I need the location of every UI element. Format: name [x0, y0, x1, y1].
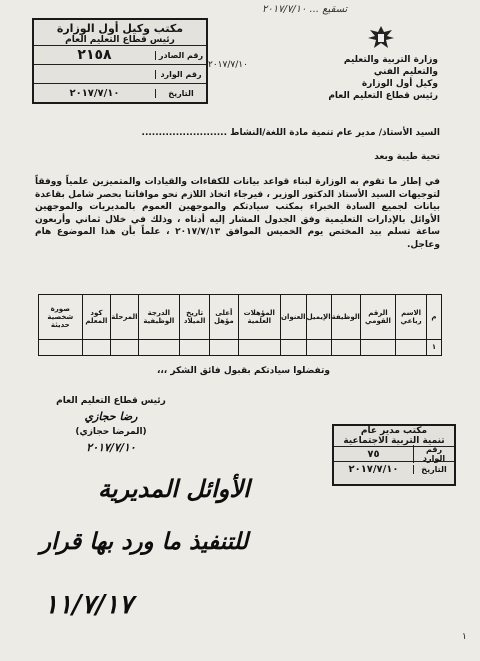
table-cell	[210, 339, 238, 355]
closing-line: وتفضلوا سيادتكم بقبول فائق الشكر ،،،	[156, 366, 330, 376]
table-header-row	[39, 295, 442, 340]
incoming-stamp-subtitle: تنمية التربية الاجتماعية	[343, 436, 445, 446]
ministry-line: وزارة التربية والتعليم	[343, 55, 438, 65]
signature-block	[36, 396, 186, 454]
table-header-cell: أعلى مؤهل	[210, 295, 238, 340]
stamp-row-outgoing	[34, 45, 206, 64]
handwritten-line-3: ١١/٧/١٧	[44, 590, 133, 620]
greeting-line: تحية طيبة وبعد	[374, 152, 440, 162]
ministry-header	[328, 54, 438, 102]
handwritten-line-1: الأوائل المديرية	[98, 474, 250, 503]
table-header-cell: المؤهلات العلمية	[238, 295, 280, 340]
signature-date: ٢٠١٧/٧/١٠	[86, 441, 136, 454]
stamp-title: مكتب وكيل أول الوزارة	[56, 22, 184, 35]
table-header-cell: كود المعلم	[82, 295, 111, 340]
body-paragraph: في إطار ما تقوم به الوزارة لبناء قواعد بيانات للكفاءات والقيادات والمتميزين علمياً ووفقاً لتوجيهات السيد الأستاذ الدكتور الوزير ، فيرجاء اتخاذ اللازم نحو موافاتنا بحصر شامل بقاعدة بيانات لجميع السادة الخبراء بمكتب سيادتكم والموجهين العموم بالمديريات والموجهين الأوائل بالإدارات التعليمية وفق الجدول المشار إليه أدناه ، وذلك في خلال ثماني وأربعون ساعة تسلم بيد المختص يوم الخميس الموافق ٢٠١٧/٧/١٣ ، علماً بأن هذا الموضوع هام وعاجل.	[35, 177, 440, 250]
incoming-stamp-key: التاريخ	[413, 465, 454, 474]
eagle-emblem-icon	[366, 24, 396, 52]
table-cell	[360, 339, 395, 355]
table-cell	[396, 339, 427, 355]
document-date: ٢٠١٧/٧/١٠	[208, 60, 248, 70]
ministry-line: رئيس قطاع التعليم العام	[328, 91, 438, 101]
office-stamp	[32, 18, 208, 104]
incoming-stamp-value: ٢٠١٧/٧/١٠	[348, 463, 399, 475]
table-cell	[280, 339, 306, 355]
table-header-cell: الإيميل	[306, 295, 331, 340]
incoming-stamp-key: رقم الوارد	[413, 445, 454, 463]
signature-initial: رضا حجازي	[84, 410, 138, 423]
stamp-row-date	[34, 83, 206, 102]
table-header-cell: الرقم القومي	[360, 295, 395, 340]
table-header-cell: تاريخ الميلاد	[180, 295, 210, 340]
table-cell: ١	[427, 339, 442, 355]
addressee-line: السيد الأستاذ/ مدير عام تنمية مادة اللغة/النشاط .........................	[141, 128, 440, 138]
table-row	[39, 339, 442, 355]
stamp-row-incoming	[34, 64, 206, 83]
table-header-cell: صورة شخصية حديثة	[39, 295, 83, 340]
incoming-stamp-title: مكتب مدير عام	[360, 426, 428, 436]
table-cell	[138, 339, 180, 355]
stamp-row-value: ٢١٥٨	[77, 47, 112, 63]
incoming-stamp-value: ٧٥	[367, 448, 380, 460]
ministry-line: والتعليم الفني	[373, 67, 438, 77]
table-header-cell: العنوان	[280, 295, 306, 340]
stamp-row-value: ٢٠١٧/٧/١٠	[69, 87, 120, 99]
table-cell	[238, 339, 280, 355]
signature-name: (المرضا حجازي)	[75, 427, 147, 437]
table-cell	[111, 339, 138, 355]
table-cell	[180, 339, 210, 355]
stamp-row-key: رقم الصادر	[155, 51, 206, 60]
table-cell	[82, 339, 111, 355]
table-header-cell: الوظيفة	[331, 295, 360, 340]
table-cell	[306, 339, 331, 355]
stamp-subtitle: رئيس قطاع التعليم العام	[65, 35, 175, 45]
handwritten-line-2: للتنفيذ ما ورد بها قرار	[40, 528, 249, 555]
ministry-line: وكيل أول الوزارة	[361, 79, 438, 89]
table-header-cell: الاسم رباعي	[396, 295, 427, 340]
data-table	[38, 294, 442, 356]
stamp-row-key: رقم الوارد	[155, 70, 206, 79]
incoming-stamp	[332, 424, 456, 486]
table-header-cell: م	[427, 295, 442, 340]
table-cell	[39, 339, 83, 355]
table-cell	[331, 339, 360, 355]
table-header-cell: الدرجة الوظيفية	[138, 295, 180, 340]
incoming-stamp-row	[334, 446, 454, 461]
signature-title: رئيس قطاع التعليم العام	[56, 396, 166, 406]
page-number: ١	[462, 632, 467, 642]
handwritten-top-note: تسقيع ... ٢٠١٧/٧/١٠	[262, 4, 348, 15]
stamp-row-key: التاريخ	[155, 89, 206, 98]
table-header-cell: المرحلة	[111, 295, 138, 340]
incoming-stamp-row	[334, 461, 454, 476]
